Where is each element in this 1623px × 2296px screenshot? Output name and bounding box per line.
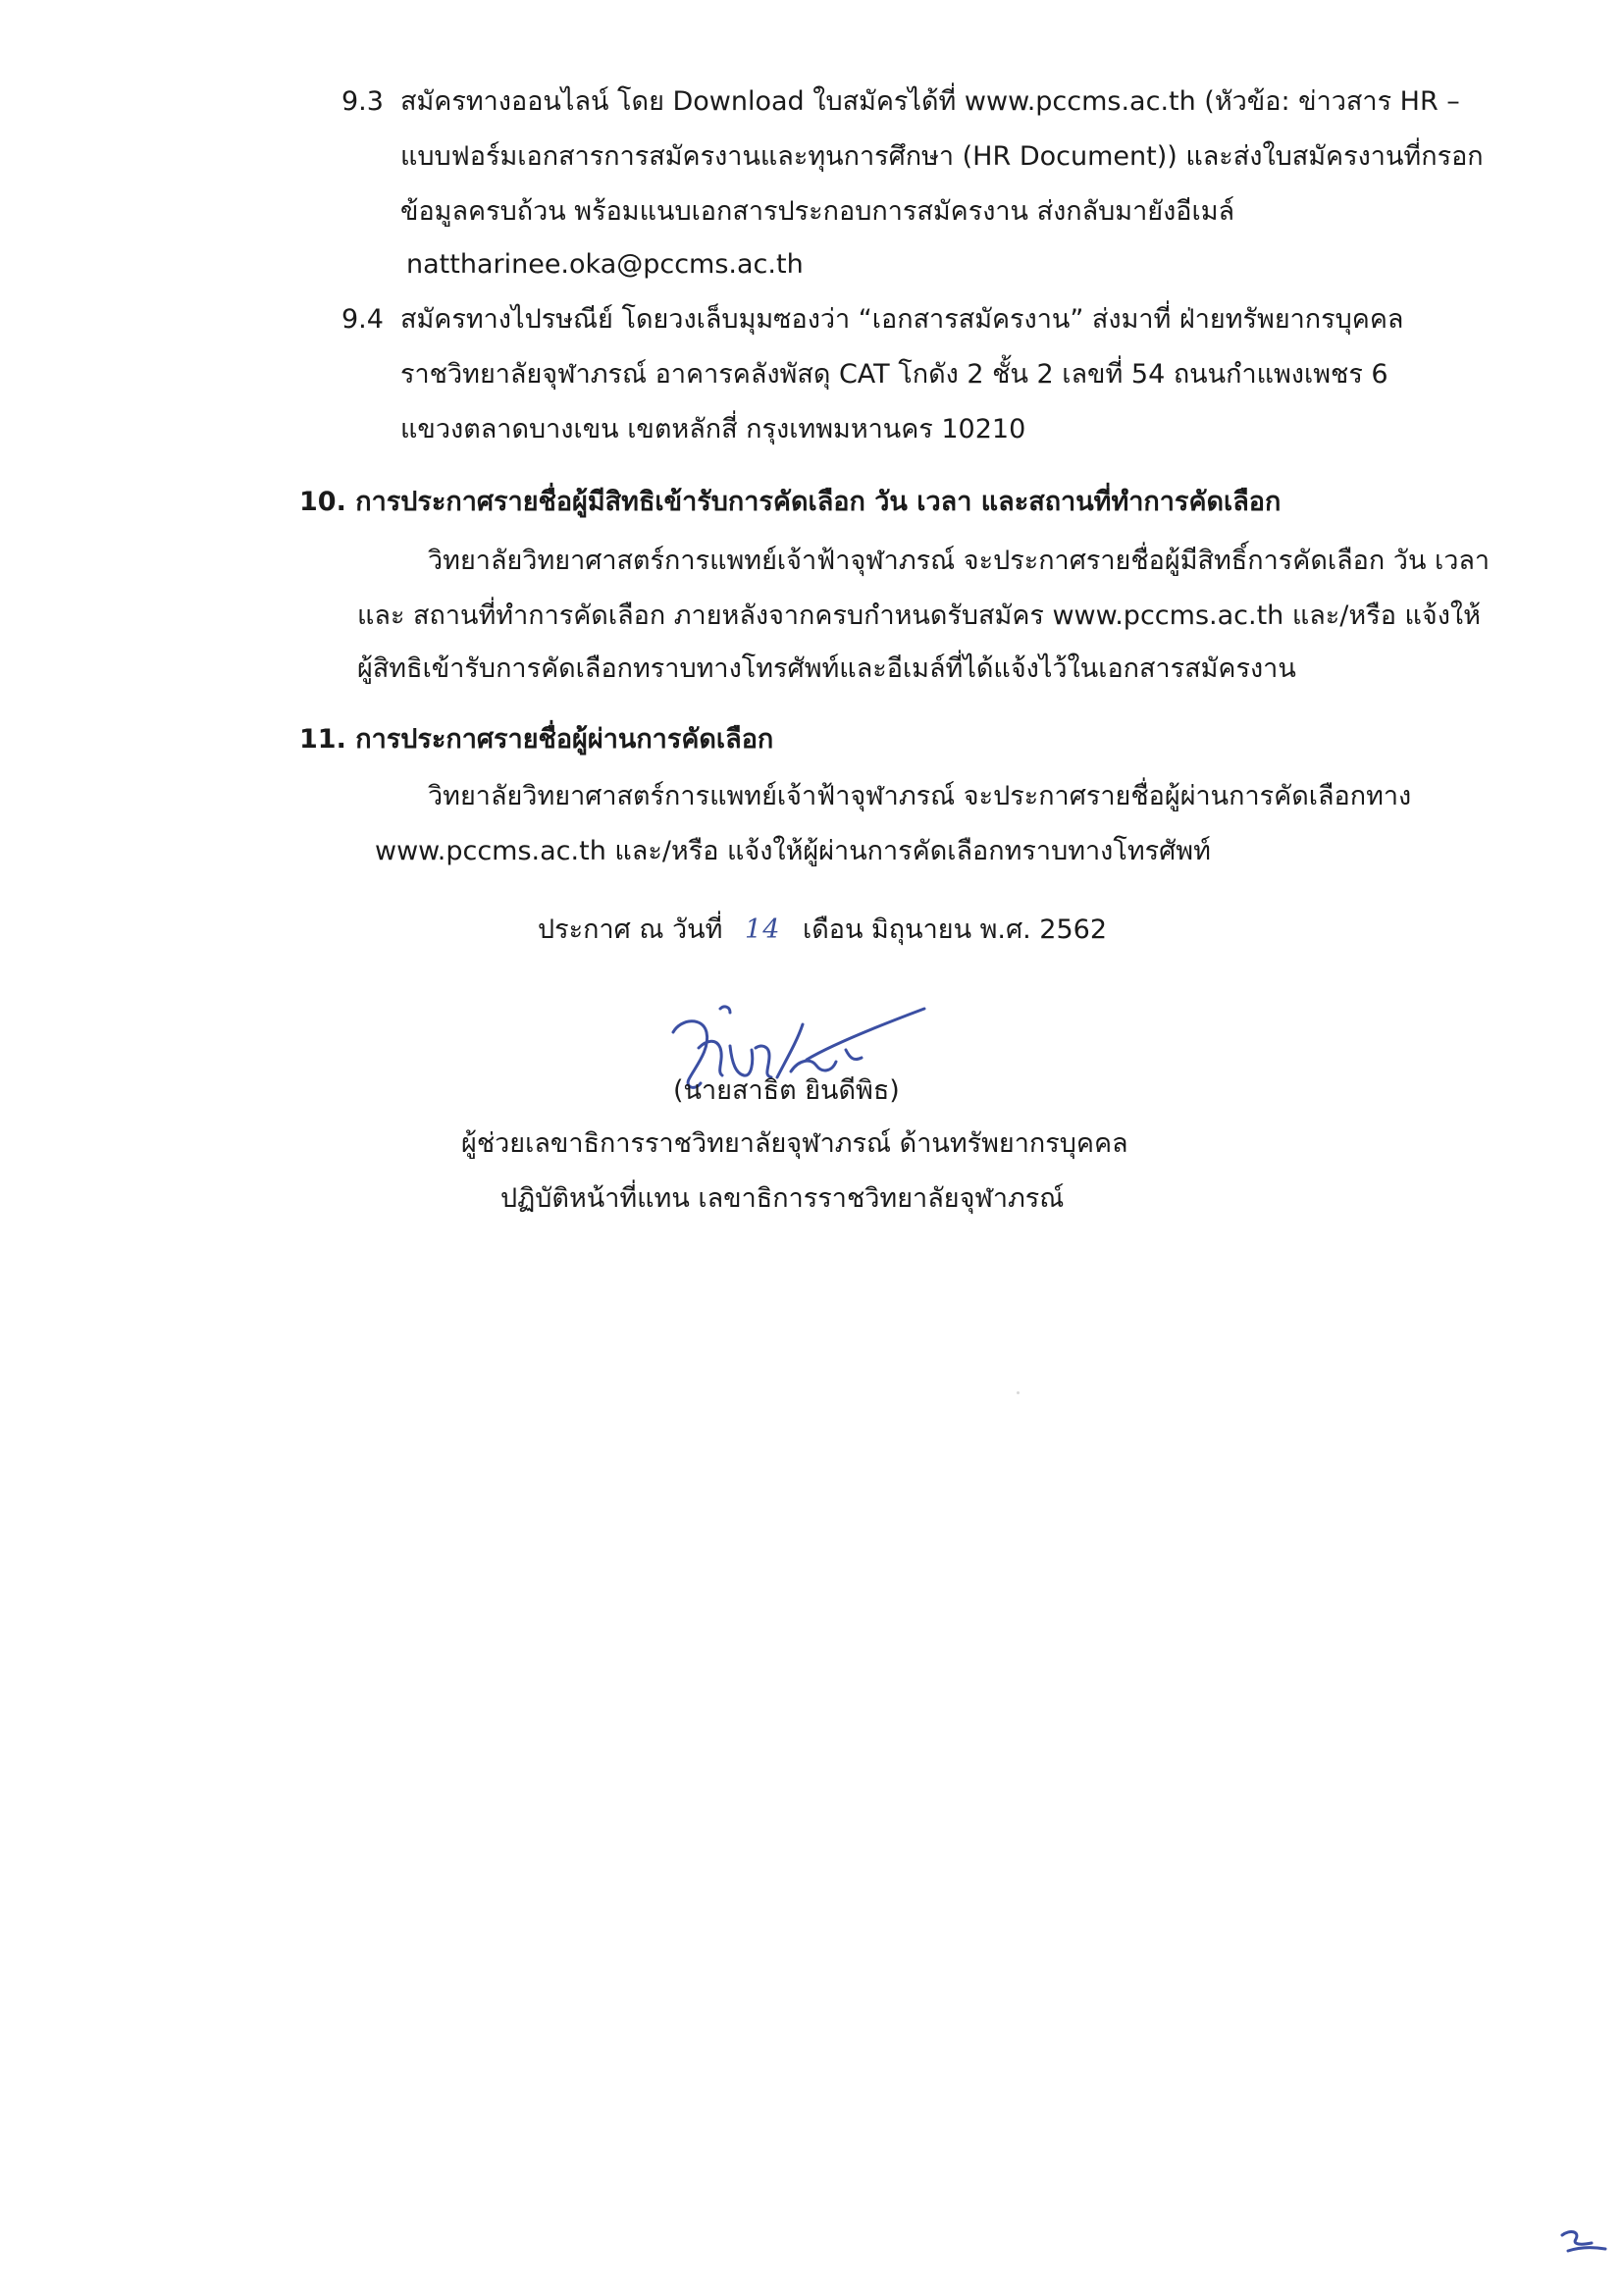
section-10-line-2: และ สถานที่ทำการคัดเลือก ภายหลังจากครบกำหนดรับสมัคร www.pccms.ac.th และ/หรือ แจ้งให้ [357, 600, 1481, 631]
section-10-line-3: ผู้สิทธิเข้ารับการคัดเลือกทราบทางโทรศัพท์และอีเมล์ที่ได้แจ้งไว้ในเอกสารสมัครงาน [357, 653, 1296, 684]
item-9-4-line-2: ราชวิทยาลัยจุฬาภรณ์ อาคารคลังพัสดุ CAT โกดัง 2 ชั้น 2 เลขที่ 54 ถนนกำแพงเพชร 6 [400, 359, 1388, 390]
item-9-4-number: 9.4 [341, 304, 384, 335]
item-9-3-email: nattharinee.oka@pccms.ac.th [406, 249, 804, 280]
announcement-suffix: เดือน มิถุนายน พ.ศ. 2562 [802, 914, 1108, 945]
signatory-position-1: ผู้ช่วยเลขาธิการราชวิทยาลัยจุฬาภรณ์ ด้านทรัพยากรบุคคล [461, 1128, 1128, 1159]
section-10-heading: 10. การประกาศรายชื่อผู้มีสิทธิเข้ารับการคัดเลือก วัน เวลา และสถานที่ทำการคัดเลือก [299, 487, 1282, 517]
section-11-line-1: วิทยาลัยวิทยาศาสตร์การแพทย์เจ้าฟ้าจุฬาภรณ์ จะประกาศรายชื่อผู้ผ่านการคัดเลือกทาง [428, 781, 1412, 811]
announcement-date [538, 913, 1107, 948]
signatory-name: (นายสาธิต ยินดีพิธ) [673, 1075, 900, 1106]
item-9-3-number: 9.3 [341, 86, 384, 117]
item-9-3-line-3: ข้อมูลครบถ้วน พร้อมแนบเอกสารประกอบการสมัครงาน ส่งกลับมายังอีเมล์ [400, 196, 1235, 227]
corner-handwritten-mark [1558, 2225, 1609, 2255]
section-10-line-1: วิทยาลัยวิทยาศาสตร์การแพทย์เจ้าฟ้าจุฬาภรณ์ จะประกาศรายชื่อผู้มีสิทธิ์การคัดเลือก วัน เวลา [428, 546, 1491, 576]
item-9-3-line-2: แบบฟอร์มเอกสารการสมัครงานและทุนการศึกษา (HR Document)) และส่งใบสมัครงานที่กรอก [400, 141, 1484, 172]
signatory-position-2: ปฏิบัติหน้าที่แทน เลขาธิการราชวิทยาลัยจุฬาภรณ์ [500, 1183, 1065, 1214]
scan-speck [1017, 1391, 1020, 1394]
item-9-3-line-1: สมัครทางออนไลน์ โดย Download ใบสมัครได้ที่ www.pccms.ac.th (หัวข้อ: ข่าวสาร HR – [400, 86, 1460, 117]
section-11-line-2: www.pccms.ac.th และ/หรือ แจ้งให้ผู้ผ่านการคัดเลือกทราบทางโทรศัพท์ [375, 836, 1211, 866]
announcement-day: 14 [745, 914, 781, 945]
item-9-4-line-1: สมัครทางไปรษณีย์ โดยวงเล็บมุมซองว่า “เอกสารสมัครงาน” ส่งมาที่ ฝ่ายทรัพยากรบุคคล [400, 304, 1404, 335]
section-11-heading: 11. การประกาศรายชื่อผู้ผ่านการคัดเลือก [299, 724, 774, 755]
item-9-4-line-3: แขวงตลาดบางเขน เขตหลักสี่ กรุงเทพมหานคร 10210 [400, 414, 1026, 444]
announcement-prefix: ประกาศ ณ วันที่ [538, 914, 723, 945]
